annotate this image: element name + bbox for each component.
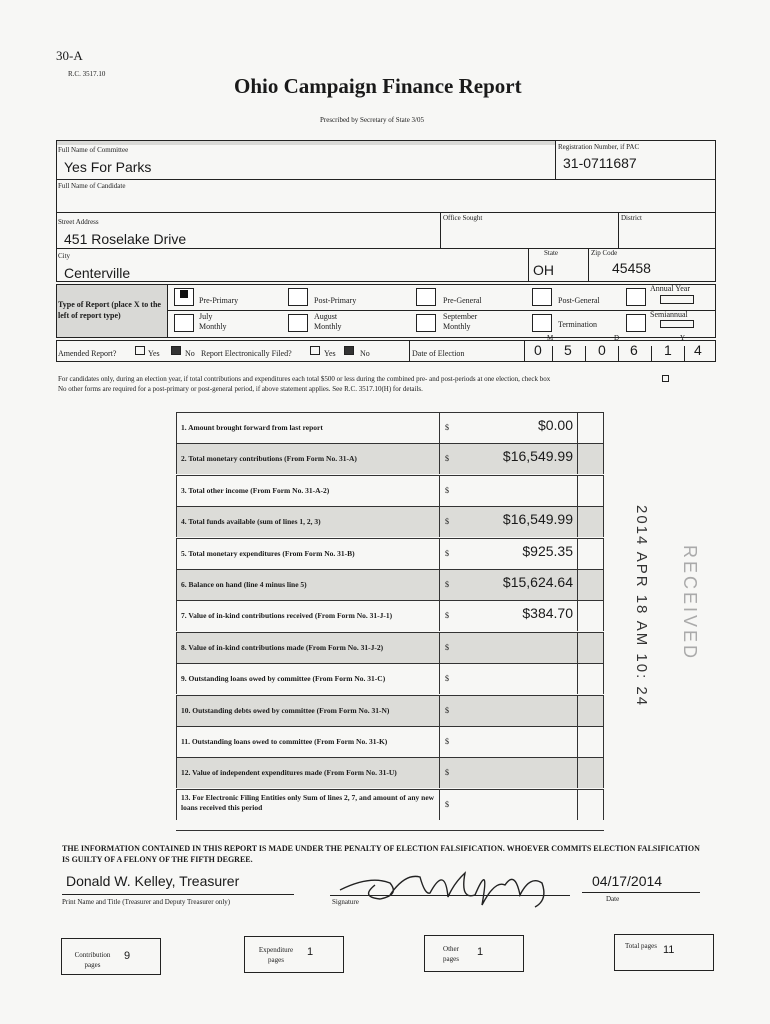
- summary-row: [176, 695, 604, 726]
- dollar-sign: $: [445, 768, 449, 778]
- printed-name: Donald W. Kelley, Treasurer: [66, 873, 240, 889]
- dollar-sign: $: [445, 517, 449, 527]
- checked-mark-icon: [180, 290, 188, 298]
- option-pre-general: Pre-General: [443, 296, 482, 305]
- summary-row: [176, 663, 604, 694]
- report-type-label: Type of Report (place X to the left of report type): [58, 300, 161, 320]
- street-label: Street Address: [58, 218, 99, 226]
- summary-row-label: 4. Total funds available (sum of lines 1, 2, 3): [181, 517, 321, 527]
- dollar-sign: $: [445, 423, 449, 432]
- amended-yes-box[interactable]: [135, 346, 145, 355]
- dollar-sign: $: [445, 485, 449, 495]
- district-label: District: [621, 214, 642, 222]
- form-code: 30-A: [56, 48, 83, 63]
- summary-row-value: $16,549.99: [502, 511, 573, 528]
- summary-row: [176, 600, 604, 631]
- summary-row-label: 12. Value of independent expenditures made (From Form No. 31-U): [181, 768, 397, 778]
- election-date-digit: 1: [664, 342, 672, 358]
- summary-row: [176, 506, 604, 537]
- summary-row-label: 6. Balance on hand (line 4 minus line 5): [181, 580, 307, 589]
- election-date-digit: 4: [694, 342, 702, 358]
- total-pages-box: [614, 934, 714, 971]
- checkbox-post-general[interactable]: [532, 288, 552, 306]
- option-pre-primary: Pre-Primary: [199, 296, 239, 305]
- month-marker: M: [547, 334, 554, 342]
- option-july: July Monthly: [199, 312, 227, 331]
- dollar-sign: $: [445, 737, 449, 746]
- printed-name-caption: Print Name and Title (Treasurer and Deputy Treasurer only): [62, 898, 231, 906]
- summary-row-value: $384.70: [522, 605, 573, 622]
- summary-row-label: 3. Total other income (From Form No. 31-A-2): [181, 485, 330, 495]
- checkbox-semiannual[interactable]: [626, 314, 646, 332]
- office-label: Office Sought: [443, 214, 483, 222]
- summary-row: [176, 632, 604, 663]
- summary-row: [176, 538, 604, 569]
- committee-name: Yes For Parks: [64, 159, 152, 175]
- state: OH: [533, 262, 554, 278]
- summary-row: [176, 569, 604, 600]
- checkbox-termination[interactable]: [532, 314, 552, 332]
- dollar-sign: $: [445, 454, 449, 464]
- summary-row-label: 8. Value of in-kind contributions made (From Form No. 31-J-2): [181, 642, 384, 652]
- summary-row: [176, 757, 604, 788]
- zip-label: Zip Code: [591, 249, 618, 257]
- checkbox-post-primary[interactable]: [288, 288, 308, 306]
- summary-row: [176, 726, 604, 757]
- notice-line-1: For candidates only, during an election year, if total contributions and expenditures each total $500 or less during the combined pre- and post-periods at one election, check box: [58, 375, 551, 383]
- page-count-label: Expenditure pages: [258, 946, 294, 964]
- summary-row-value: $15,624.64: [502, 574, 573, 590]
- year-marker: Y: [680, 334, 686, 342]
- notice-line-2: No other forms are required for a post-primary or post-general period, if above statement applies. See R.C. 3517.10(H) for details.: [58, 385, 423, 393]
- summary-row: [176, 789, 604, 820]
- option-post-primary: Post-Primary: [314, 296, 357, 305]
- amended-no-box[interactable]: [171, 346, 181, 355]
- committee-name-label: Full Name of Committee: [58, 146, 129, 154]
- received-stamp: RECEIVED: [680, 545, 700, 662]
- dollar-sign: $: [445, 705, 449, 715]
- contribution-pages-box: [61, 938, 161, 975]
- certification-text: THE INFORMATION CONTAINED IN THIS REPORT IS MADE UNDER THE PENALTY OF ELECTION FALSIFICATION. WHOEVER COMMITS ELECTION FALSIFICATION IS GUILTY OF A FELONY OF THE FIFTH DEGREE.: [62, 844, 700, 864]
- option-termination: Termination: [558, 320, 597, 329]
- option-annual: Annual Year: [650, 284, 690, 293]
- other-pages-box: [424, 935, 524, 972]
- summary-row-label: 11. Outstanding loans owed to committee (From Form No. 31-K): [181, 737, 388, 746]
- signature-date: 04/17/2014: [592, 873, 663, 889]
- prescribed-note: Prescribed by Secretary of State 3/05: [320, 116, 424, 124]
- signature-image: [330, 855, 570, 915]
- signature-caption: Signature: [332, 898, 359, 906]
- dollar-sign: $: [445, 642, 449, 652]
- election-date-digit: 0: [534, 342, 542, 358]
- day-marker: D: [614, 334, 620, 342]
- amended-label: Amended Report?: [58, 349, 117, 358]
- checkbox-pre-primary[interactable]: [174, 288, 194, 306]
- city: Centerville: [64, 265, 131, 281]
- electronic-yes-box[interactable]: [310, 346, 320, 355]
- election-date-digit: 6: [630, 342, 638, 358]
- summary-row-label: 10. Outstanding debts owed by committee (From Form No. 31-N): [181, 705, 390, 715]
- summary-row: [176, 412, 604, 443]
- summary-row: [176, 443, 604, 474]
- checkbox-pre-general[interactable]: [416, 288, 436, 306]
- state-label: State: [544, 249, 558, 257]
- summary-row-label: 5. Total monetary expenditures (From Form No. 31-B): [181, 548, 355, 558]
- amended-yes-label: Yes: [148, 349, 160, 358]
- registration-label: Registration Number, if PAC: [558, 143, 640, 151]
- election-date-digit: 0: [598, 342, 606, 358]
- page-count-value: 1: [307, 946, 314, 958]
- page-count-label: Contribution pages: [74, 951, 111, 969]
- dollar-sign: $: [445, 674, 449, 684]
- page-title: Ohio Campaign Finance Report: [234, 74, 522, 98]
- page-count-value: 9: [124, 950, 131, 962]
- dollar-sign: $: [445, 580, 449, 589]
- option-post-general: Post-General: [558, 296, 600, 305]
- city-label: City: [58, 252, 71, 260]
- date-caption: Date: [606, 895, 620, 903]
- summary-row-value: $16,549.99: [502, 448, 573, 465]
- summary-row-label: 2. Total monetary contributions (From Form No. 31-A): [181, 454, 357, 464]
- candidate-exemption-box[interactable]: [662, 375, 669, 382]
- summary-row-label: 1. Amount brought forward from last report: [181, 423, 323, 432]
- summary-row-label: 9. Outstanding loans owed by committee (From Form No. 31-C): [181, 674, 386, 684]
- electronic-no-box[interactable]: [344, 346, 354, 355]
- checkbox-august[interactable]: [288, 314, 308, 332]
- page-count-value: 11: [663, 944, 675, 956]
- checkbox-september[interactable]: [416, 314, 436, 332]
- form-rc: R.C. 3517.10: [68, 70, 106, 78]
- dollar-sign: $: [445, 611, 449, 621]
- checkbox-july[interactable]: [174, 314, 194, 332]
- candidate-label: Full Name of Candidate: [58, 182, 126, 190]
- electronic-label: Report Electronically Filed?: [201, 349, 292, 358]
- amended-no-label: No: [185, 349, 195, 358]
- option-september: September Monthly: [443, 312, 478, 331]
- electronic-yes-label: Yes: [324, 349, 336, 358]
- summary-row-value: $925.35: [522, 542, 573, 559]
- page-count-value: 1: [477, 946, 484, 958]
- summary-row-label: 13. For Electronic Filing Entities only Sum of lines 2, 7, and amount of any new loans received this period: [181, 792, 435, 812]
- page-count-label: Other pages: [443, 945, 459, 963]
- option-august: August Monthly: [314, 312, 342, 331]
- summary-row-value: $0.00: [537, 417, 573, 433]
- election-date-label: Date of Election: [412, 349, 465, 358]
- electronic-no-label: No: [360, 349, 370, 358]
- expenditure-pages-box: [244, 936, 344, 973]
- option-semiannual: Semiannual: [650, 310, 688, 319]
- election-date-digit: 5: [564, 342, 572, 358]
- street-address: 451 Roselake Drive: [64, 231, 187, 247]
- page-count-label: Total pages: [625, 942, 657, 950]
- zip-code: 45458: [612, 260, 651, 276]
- dollar-sign: $: [445, 799, 449, 809]
- checkbox-annual[interactable]: [626, 288, 646, 306]
- summary-row: [176, 475, 604, 506]
- received-stamp-date: 2014 APR 18 AM 10: 24: [633, 505, 650, 708]
- dollar-sign: $: [445, 548, 449, 558]
- registration-number: 31-0711687: [563, 155, 637, 171]
- summary-row-label: 7. Value of in-kind contributions received (From Form No. 31-J-1): [181, 611, 393, 621]
